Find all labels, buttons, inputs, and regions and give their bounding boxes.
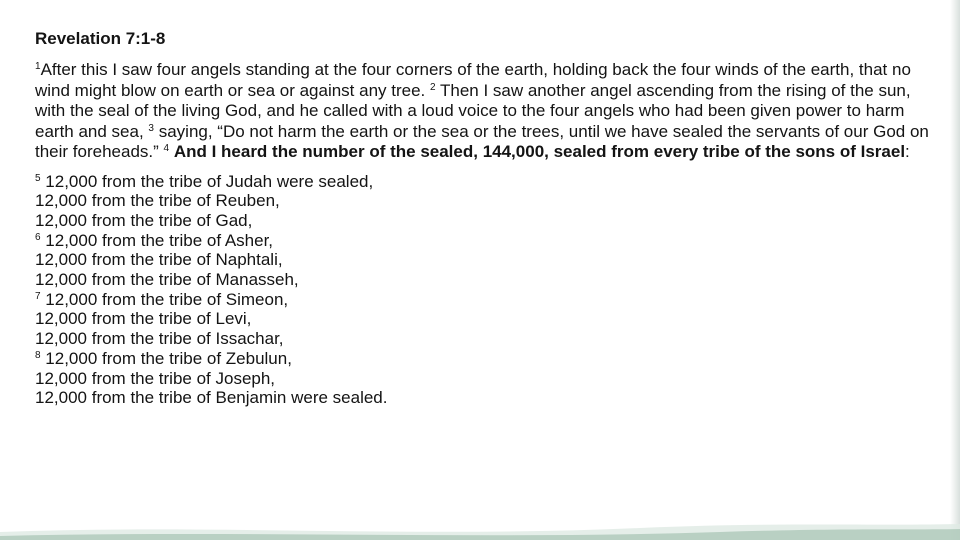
tribe-line — [35, 270, 940, 290]
tribe-line — [35, 369, 940, 389]
tribe-line — [35, 388, 940, 408]
verse-number: 8 — [35, 349, 41, 361]
tribe-line — [35, 211, 940, 231]
intro-paragraph — [35, 60, 940, 163]
verse-text: After this I saw four angels standing at the four corners of the earth, holding back the four winds of the earth, that no wind might blow on earth or sea or against any tree. — [35, 60, 911, 100]
passage-title: Revelation 7:1-8 — [35, 29, 166, 48]
verse-text: Then I saw another angel ascending from the rising of the sun, with the seal of the living God, and he called with a loud voice to the four angels who had been given power to harm earth and sea, — [35, 80, 911, 141]
tribe-text: 12,000 from the tribe of Simeon, — [40, 289, 289, 309]
slide-content — [35, 28, 940, 408]
tribe-list — [35, 172, 940, 408]
edge-shade — [950, 0, 960, 540]
tribe-text: 12,000 from the tribe of Joseph, — [35, 368, 276, 388]
verse-number: 3 — [148, 122, 154, 134]
tribe-line — [35, 329, 940, 349]
tribe-text: 12,000 from the tribe of Naphtali, — [35, 250, 283, 270]
bottom-wave-decoration — [0, 518, 960, 540]
tribe-text: 12,000 from the tribe of Manasseh, — [35, 270, 299, 290]
tribe-line — [35, 349, 940, 369]
verse-number: 6 — [35, 231, 41, 243]
tribe-line — [35, 290, 940, 310]
verse-text-bold: And I heard the number of the sealed, 144,000, sealed from every tribe of the sons of Israel — [173, 142, 906, 161]
tribe-text: 12,000 from the tribe of Zebulun, — [40, 348, 292, 368]
tribe-line — [35, 309, 940, 329]
verse-number: 2 — [430, 81, 436, 93]
verse-colon: : — [905, 142, 910, 161]
tribe-text: 12,000 from the tribe of Gad, — [35, 210, 253, 230]
verse-number: 1 — [35, 61, 41, 72]
tribe-line — [35, 231, 940, 251]
tribe-line — [35, 172, 940, 192]
tribe-line — [35, 250, 940, 270]
tribe-text: 12,000 from the tribe of Levi, — [35, 309, 252, 329]
tribe-text: 12,000 from the tribe of Issachar, — [35, 329, 284, 349]
verse-number: 4 — [163, 143, 170, 154]
verse-number: 7 — [35, 290, 41, 302]
verse-number: 5 — [35, 172, 41, 184]
tribe-text: 12,000 from the tribe of Judah were sealed, — [40, 171, 374, 191]
tribe-text: 12,000 from the tribe of Asher, — [40, 230, 274, 250]
verse-text: saying, “Do not harm the earth or the sea or the trees, until we have sealed the servants of our God on their foreheads.” — [35, 121, 929, 161]
tribe-line — [35, 191, 940, 211]
tribe-text: 12,000 from the tribe of Reuben, — [35, 191, 280, 211]
tribe-text: 12,000 from the tribe of Benjamin were sealed. — [35, 388, 388, 408]
